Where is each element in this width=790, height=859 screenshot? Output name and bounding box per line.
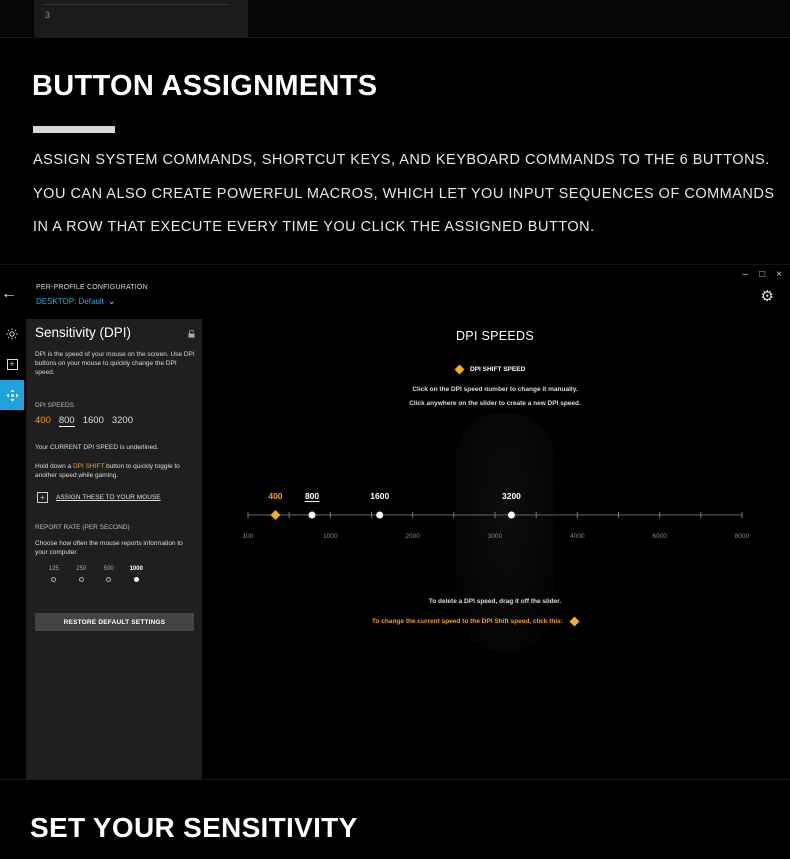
dpi-speed-label[interactable]: 400 xyxy=(268,491,283,501)
plus-box-icon: + xyxy=(37,492,48,503)
report-rate-label-value: 125 xyxy=(48,566,59,572)
lighting-icon xyxy=(6,328,18,340)
dpi-speed-label[interactable]: 3200 xyxy=(502,491,521,501)
current-speed-note: Your CURRENT DPI SPEED is underlined. xyxy=(35,444,159,451)
close-button[interactable]: × xyxy=(776,269,782,280)
report-rate-label-value: 250 xyxy=(76,566,87,572)
dpi-shift-marker[interactable] xyxy=(270,510,280,520)
divider xyxy=(42,4,230,5)
restore-defaults-button[interactable]: RESTORE DEFAULT SETTINGS xyxy=(35,613,194,631)
radio-button[interactable] xyxy=(106,577,111,582)
dpi-speed-marker[interactable] xyxy=(376,512,383,519)
profile-key: DESKTOP xyxy=(36,297,75,306)
radio-button-selected[interactable] xyxy=(134,577,139,582)
shift-note-highlight: DPI SHIFT xyxy=(72,463,105,470)
top-strip xyxy=(0,0,790,38)
section-title-button-assignments: BUTTON ASSIGNMENTS xyxy=(32,70,378,102)
slider-scale-label: 100 xyxy=(242,533,254,540)
description-line: IN A ROW THAT EXECUTE EVERY TIME YOU CLICK THE ASSIGNED BUTTON. xyxy=(33,219,595,235)
panel-description: DPI is the speed of your mouse on the screen. Use DPI buttons on your mouse to quickly change the DPI speed. xyxy=(35,351,195,376)
back-arrow-icon[interactable]: ← xyxy=(1,285,17,302)
divider xyxy=(0,779,790,780)
assign-to-mouse-link[interactable]: ASSIGN THESE TO YOUR MOUSE xyxy=(56,494,161,501)
report-rate-option-selected[interactable] xyxy=(123,566,151,582)
radio-button[interactable] xyxy=(79,577,84,582)
maximize-button[interactable]: □ xyxy=(759,269,766,280)
shift-diamond-icon xyxy=(455,365,465,375)
report-rate-description: Choose how often the mouse reports information to your computer. xyxy=(35,540,183,556)
radio-button[interactable] xyxy=(51,577,56,582)
title-underline xyxy=(33,126,115,133)
dpi-speed-value[interactable]: 800 xyxy=(58,415,75,426)
report-rate-label-value: 1000 xyxy=(129,566,143,572)
sensitivity-panel xyxy=(26,319,202,780)
rail-lighting-button[interactable] xyxy=(0,319,24,349)
lock-icon[interactable] xyxy=(188,330,195,338)
top-card-value: 3 xyxy=(45,10,51,20)
instruction-text: Click on the DPI speed number to change it manually. xyxy=(412,386,578,393)
change-shift-note xyxy=(372,618,578,625)
dpi-speed-value[interactable]: 3200 xyxy=(111,415,133,426)
dpi-speed-value[interactable]: 1600 xyxy=(82,415,104,426)
slider-scale-label: 8000 xyxy=(734,533,750,540)
profile-dropdown[interactable] xyxy=(36,296,115,307)
report-rate-option[interactable] xyxy=(68,566,96,582)
profile-label: PER-PROFILE CONFIGURATION xyxy=(36,284,148,291)
minimize-button[interactable]: – xyxy=(742,269,749,280)
report-rate-option[interactable] xyxy=(40,566,68,582)
window-controls xyxy=(743,269,782,280)
rail-assignments-button[interactable] xyxy=(0,349,24,379)
report-rate-label: REPORT RATE (PER SECOND) xyxy=(35,524,130,531)
report-rate-label-value: 500 xyxy=(103,566,114,572)
top-card xyxy=(34,0,248,37)
change-shift-text: To change the current speed to the DPI Shift speed, click this: xyxy=(372,618,563,625)
assignments-icon: + xyxy=(7,359,18,370)
report-rate-option[interactable] xyxy=(95,566,123,582)
app-window xyxy=(0,264,790,779)
chevron-down-icon: ⌄ xyxy=(107,296,116,306)
shift-diamond-button-icon[interactable] xyxy=(570,617,580,627)
slider-scale-label: 1000 xyxy=(323,533,338,540)
instruction-text: Click anywhere on the slider to create a new DPI speed. xyxy=(409,400,581,407)
shift-note-text: Hold down a xyxy=(35,463,73,470)
assign-to-mouse-row[interactable] xyxy=(37,492,161,503)
dpi-speed-value[interactable]: 400 xyxy=(35,415,51,426)
dpi-speeds-label: DPI SPEEDS xyxy=(35,402,75,409)
description-line: ASSIGN SYSTEM COMMANDS, SHORTCUT KEYS, AND KEYBOARD COMMANDS TO THE 6 BUTTONS. xyxy=(33,152,770,168)
panel-title: Sensitivity (DPI) xyxy=(35,325,132,340)
slider-scale-label: 4000 xyxy=(570,533,585,540)
description-line: YOU CAN ALSO CREATE POWERFUL MACROS, WHICH LET YOU INPUT SEQUENCES OF COMMANDS xyxy=(33,186,775,202)
gear-icon[interactable]: ⚙ xyxy=(760,288,774,305)
icon-rail xyxy=(0,319,24,780)
dpi-speed-label[interactable]: 1600 xyxy=(370,491,390,501)
move-icon xyxy=(6,389,19,402)
dpi-shift-note xyxy=(35,462,195,480)
dpi-slider[interactable] xyxy=(230,485,760,545)
rail-sensitivity-button[interactable] xyxy=(0,380,24,410)
section-title-sensitivity: SET YOUR SENSITIVITY xyxy=(30,812,358,843)
slider-scale-label: 6000 xyxy=(652,533,667,540)
profile-value: : Default xyxy=(74,297,104,306)
delete-note: To delete a DPI speed, drag it off the slider. xyxy=(428,598,562,605)
dpi-speed-list xyxy=(35,415,133,427)
dpi-shift-legend-label: DPI SHIFT SPEED xyxy=(470,366,526,373)
dpi-speed-marker[interactable] xyxy=(508,512,515,519)
slider-scale-label: 3000 xyxy=(487,533,503,540)
slider-scale-label: 2000 xyxy=(405,533,420,540)
shift-note-text: button to quickly toggle to another speed while gaming. xyxy=(35,463,180,479)
report-rate-options xyxy=(40,566,150,582)
dpi-shift-legend xyxy=(456,366,525,373)
dpi-speeds-title: DPI SPEEDS xyxy=(455,329,535,343)
dpi-speed-marker[interactable] xyxy=(309,512,316,519)
dpi-speed-label[interactable]: 800 xyxy=(304,491,320,501)
